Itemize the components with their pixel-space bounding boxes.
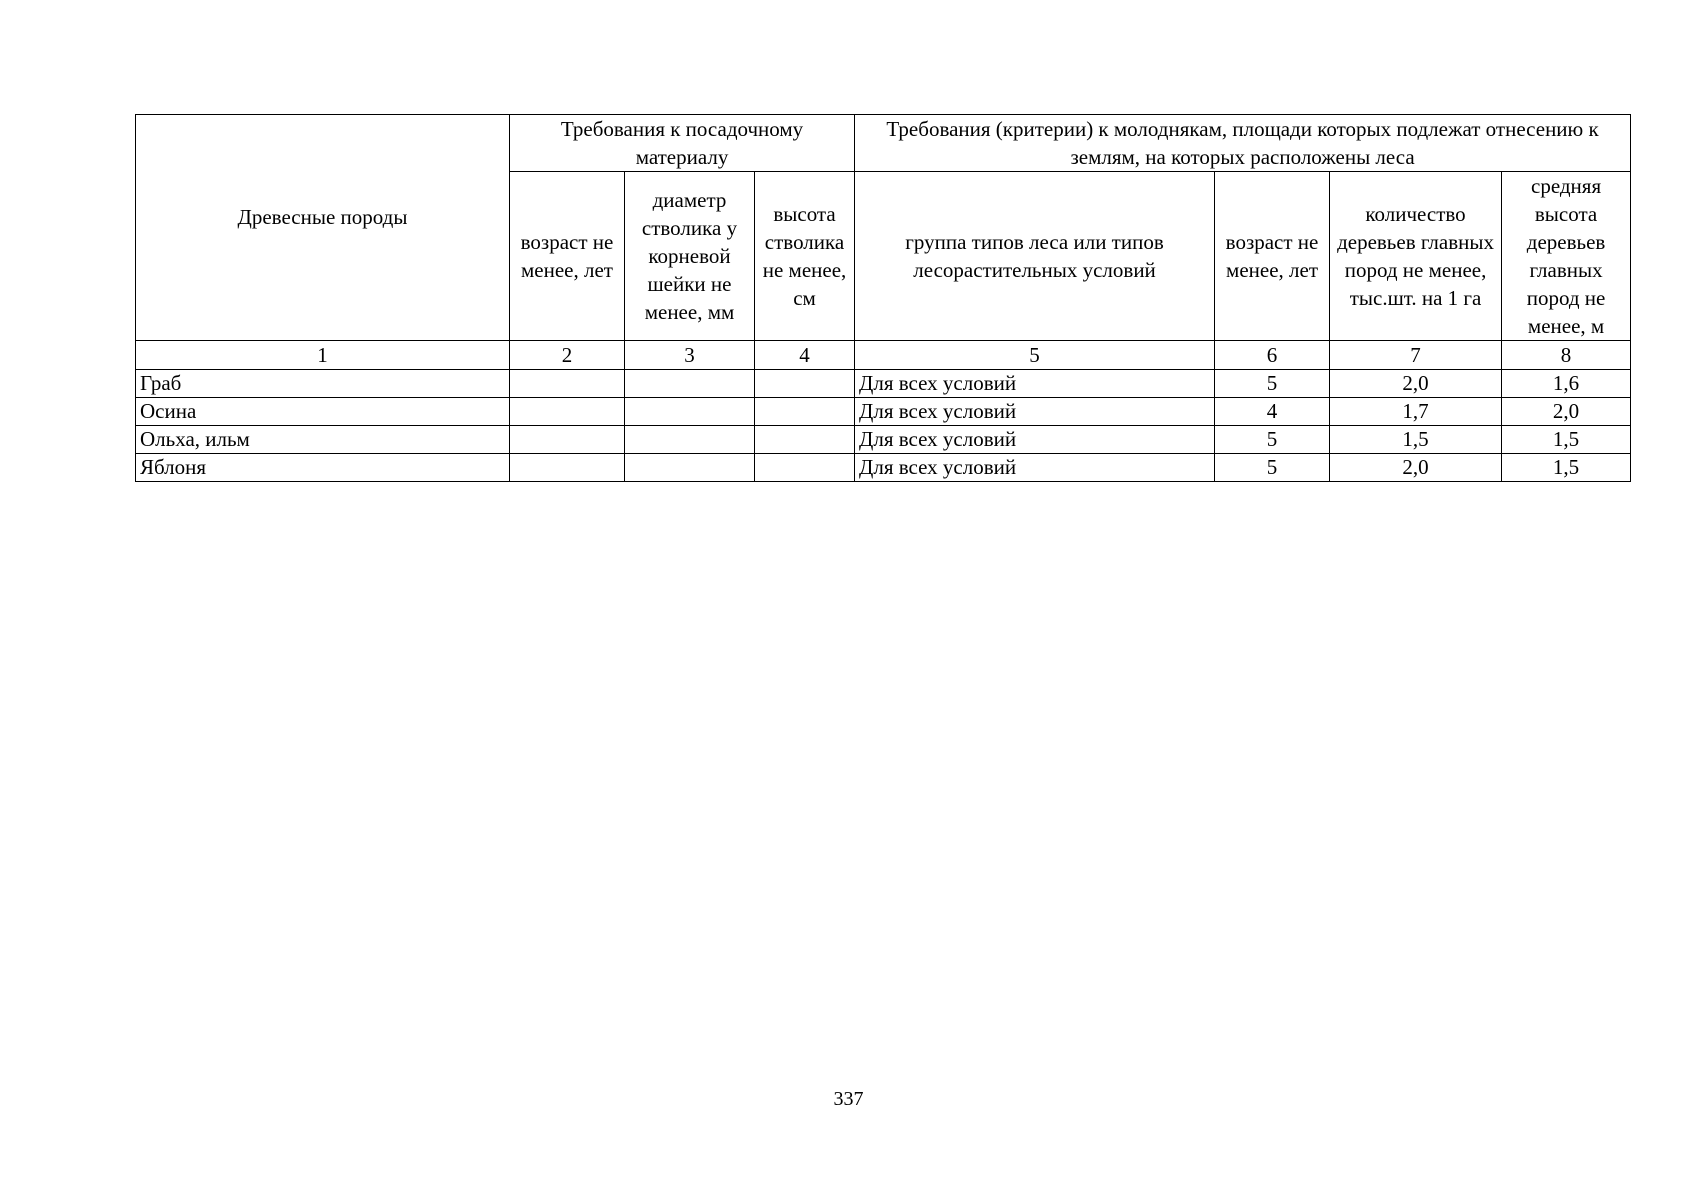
column-number: 1 — [136, 341, 510, 370]
cell-seedling-age — [510, 426, 625, 454]
cell-forest-type-group: Для всех условий — [855, 454, 1215, 482]
column-number: 6 — [1215, 341, 1330, 370]
cell-seedling-diameter — [625, 370, 755, 398]
cell-seedling-diameter — [625, 454, 755, 482]
cell-forest-type-group: Для всех условий — [855, 398, 1215, 426]
cell-seedling-height — [755, 426, 855, 454]
header-group-planting-material: Требования к посадочному материалу — [510, 115, 855, 172]
cell-seedling-age — [510, 454, 625, 482]
column-number: 7 — [1330, 341, 1502, 370]
table-row — [136, 454, 1631, 482]
cell-tree-count: 1,7 — [1330, 398, 1502, 426]
cell-mean-height: 1,6 — [1502, 370, 1631, 398]
header-col-2: возраст не менее, лет — [510, 172, 625, 341]
column-number: 2 — [510, 341, 625, 370]
cell-mean-height: 1,5 — [1502, 454, 1631, 482]
column-number: 4 — [755, 341, 855, 370]
cell-forest-type-group: Для всех условий — [855, 426, 1215, 454]
cell-stand-age: 5 — [1215, 454, 1330, 482]
header-col-7: количество деревьев главных пород не менее, тыс.шт. на 1 га — [1330, 172, 1502, 341]
cell-stand-age: 5 — [1215, 426, 1330, 454]
cell-species: Граб — [136, 370, 510, 398]
cell-stand-age: 4 — [1215, 398, 1330, 426]
table-row — [136, 370, 1631, 398]
table-row — [136, 426, 1631, 454]
cell-seedling-age — [510, 370, 625, 398]
cell-seedling-height — [755, 454, 855, 482]
cell-seedling-age — [510, 398, 625, 426]
header-group-young-stands: Требования (критерии) к молоднякам, площади которых подлежат отнесению к землям, на которых расположены леса — [855, 115, 1631, 172]
cell-species: Ольха, ильм — [136, 426, 510, 454]
page-number: 337 — [833, 1088, 864, 1110]
header-species: Древесные породы — [136, 115, 510, 341]
cell-species: Осина — [136, 398, 510, 426]
column-number: 8 — [1502, 341, 1631, 370]
table-row — [136, 398, 1631, 426]
cell-forest-type-group: Для всех условий — [855, 370, 1215, 398]
header-col-5: группа типов леса или типов лесорастительных условий — [855, 172, 1215, 341]
cell-mean-height: 2,0 — [1502, 398, 1631, 426]
cell-tree-count: 2,0 — [1330, 454, 1502, 482]
cell-tree-count: 2,0 — [1330, 370, 1502, 398]
cell-seedling-diameter — [625, 398, 755, 426]
cell-seedling-height — [755, 398, 855, 426]
cell-mean-height: 1,5 — [1502, 426, 1631, 454]
cell-tree-count: 1,5 — [1330, 426, 1502, 454]
column-number: 3 — [625, 341, 755, 370]
cell-stand-age: 5 — [1215, 370, 1330, 398]
column-number-row — [136, 341, 1631, 370]
header-col-4: высота стволика не менее, см — [755, 172, 855, 341]
header-row-groups — [136, 115, 1631, 172]
cell-species: Яблоня — [136, 454, 510, 482]
header-col-3: диаметр стволика у корневой шейки не менее, мм — [625, 172, 755, 341]
requirements-table — [135, 114, 1631, 482]
header-col-8: средняя высота деревьев главных пород не менее, м — [1502, 172, 1631, 341]
column-number: 5 — [855, 341, 1215, 370]
cell-seedling-height — [755, 370, 855, 398]
cell-seedling-diameter — [625, 426, 755, 454]
header-col-6: возраст не менее, лет — [1215, 172, 1330, 341]
